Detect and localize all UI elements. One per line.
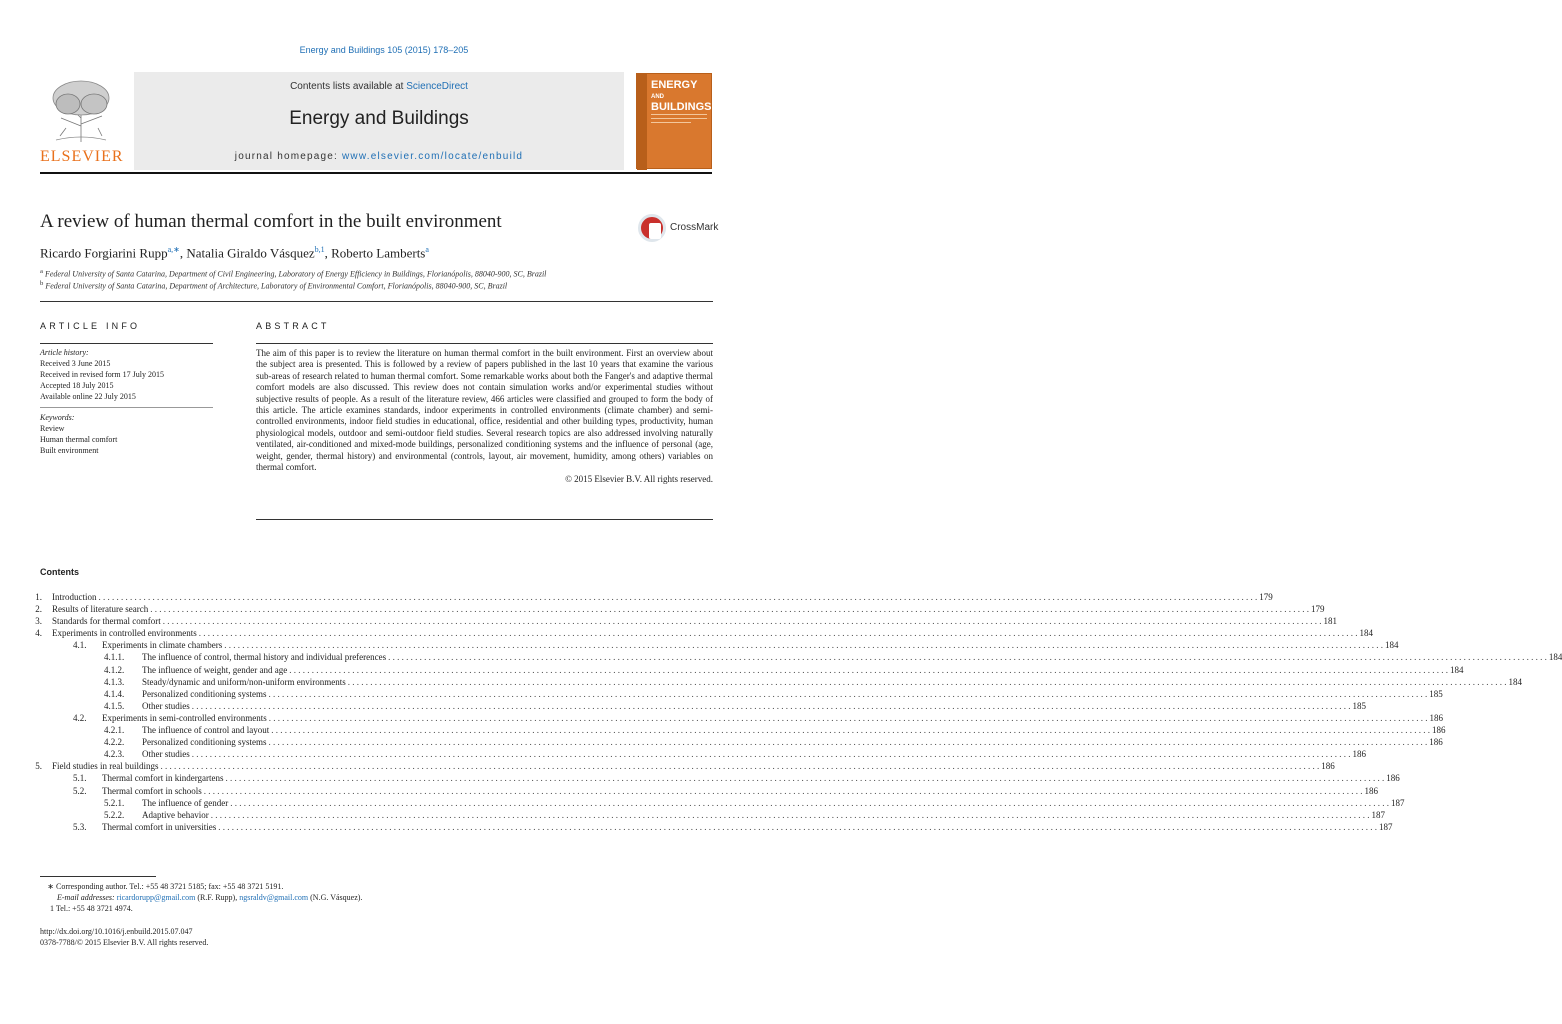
- toc-page-number[interactable]: 184: [1449, 664, 1464, 675]
- footnote-1: 1 Tel.: +55 48 3721 4974.: [50, 904, 133, 913]
- toc-leader-dots: [204, 785, 1363, 797]
- crossmark-badge[interactable]: [638, 214, 728, 244]
- toc-entry[interactable]: [40, 736, 1443, 748]
- table-of-contents: [35, 591, 1562, 833]
- toc-leader-dots: [163, 615, 1322, 627]
- affiliation: $^b$ Federal University of Santa Catarina, Department of Architecture, Laboratory of Environmental Comfort, Florianópolis, 88040-900, SC, Brazil: [40, 280, 508, 291]
- sciencedirect-link[interactable]: ScienceDirect: [406, 81, 468, 92]
- history-label: Article history:: [40, 348, 89, 357]
- toc-page-number[interactable]: 186: [1364, 785, 1378, 796]
- toc-title[interactable]: Results of literature search: [52, 604, 149, 615]
- toc-entry[interactable]: [40, 724, 1446, 736]
- toc-leader-dots: [99, 591, 1258, 603]
- toc-title[interactable]: Experiments in controlled environments: [52, 628, 197, 639]
- divider: [256, 519, 713, 520]
- author-list: Ricardo Forgiarini Rupp$^{a,∗}$, Natalia Giraldo Vásquez$^{b,1}$, Roberto Lamberts$^a$: [40, 245, 429, 261]
- toc-page-number[interactable]: 184: [1548, 652, 1562, 663]
- toc-page-number[interactable]: 181: [1323, 616, 1337, 627]
- toc-entry[interactable]: [35, 603, 1325, 615]
- abstract-heading: ABSTRACT: [256, 321, 330, 331]
- toc-number: 4.1.3.: [104, 676, 125, 687]
- toc-leader-dots: [268, 688, 1427, 700]
- toc-number: 5.2.2.: [104, 809, 125, 820]
- author-affil-mark[interactable]: a: [425, 245, 429, 254]
- toc-title[interactable]: Steady/dynamic and uniform/non-uniform environments: [142, 676, 346, 687]
- toc-number: 2.: [35, 604, 42, 615]
- toc-number: 5.2.1.: [104, 797, 125, 808]
- crossmark-label: CrossMark: [670, 222, 719, 233]
- toc-entry[interactable]: [40, 821, 1393, 833]
- toc-number: 5.2.: [73, 785, 87, 796]
- toc-title[interactable]: Field studies in real buildings: [52, 761, 159, 772]
- toc-title[interactable]: Thermal comfort in universities: [102, 821, 217, 832]
- toc-number: 4.1.4.: [104, 688, 125, 699]
- toc-title[interactable]: Other studies: [142, 700, 190, 711]
- toc-leader-dots: [150, 603, 1309, 615]
- keyword: Human thermal comfort: [40, 435, 118, 444]
- toc-leader-dots: [192, 700, 1351, 712]
- history-item: Accepted 18 July 2015: [40, 381, 114, 390]
- toc-number: 1.: [35, 592, 42, 602]
- toc-title[interactable]: Personalized conditioning systems: [142, 737, 267, 748]
- toc-leader-dots: [289, 664, 1448, 676]
- toc-title[interactable]: The influence of control and layout: [142, 725, 270, 736]
- toc-page-number[interactable]: 185: [1352, 700, 1366, 711]
- toc-title[interactable]: Personalized conditioning systems: [142, 688, 267, 699]
- toc-entry[interactable]: [40, 748, 1366, 760]
- article-info-heading: ARTICLE INFO: [40, 321, 141, 331]
- issn-copyright: 0378-7788/© 2015 Elsevier B.V. All rights reserved.: [40, 938, 209, 947]
- toc-entry[interactable]: [35, 627, 1373, 639]
- toc-page-number[interactable]: 187: [1378, 821, 1393, 832]
- affiliation: $^a$ Federal University of Santa Catarina, Department of Civil Engineering, Laboratory of Energy Efficiency in Buildings, Florianópolis, 88040-900, SC, Brazil: [40, 268, 547, 279]
- toc-number: 4.1.1.: [104, 652, 125, 663]
- divider: [256, 343, 713, 344]
- toc-number: 4.2.: [73, 712, 87, 723]
- toc-title[interactable]: Thermal comfort in kindergartens: [102, 773, 224, 784]
- toc-entry[interactable]: [40, 700, 1366, 712]
- toc-leader-dots: [271, 724, 1430, 736]
- toc-number: 5.3.: [73, 821, 87, 832]
- toc-title[interactable]: Other studies: [142, 749, 190, 760]
- elsevier-logo: [40, 78, 122, 166]
- toc-title[interactable]: Experiments in climate chambers: [102, 640, 223, 651]
- history-item: Received 3 June 2015: [40, 359, 111, 368]
- email-footnote: E-mail addresses: ricardorupp@gmail.com (R.F. Rupp), ngsraldv@gmail.com (N.G. Vásquez).: [57, 893, 363, 902]
- contents-available: [134, 81, 624, 92]
- author-name[interactable]: Ricardo Forgiarini Rupp: [40, 245, 168, 261]
- toc-entry[interactable]: [40, 639, 1399, 651]
- toc-page-number[interactable]: 186: [1429, 737, 1443, 748]
- toc-entry[interactable]: [40, 712, 1443, 724]
- toc-page-number[interactable]: 184: [1384, 640, 1399, 651]
- toc-leader-dots: [226, 772, 1385, 784]
- header-rule: [40, 172, 712, 174]
- toc-entry[interactable]: [35, 760, 1335, 772]
- crossmark-icon: [638, 214, 666, 242]
- toc-entry[interactable]: [40, 797, 1405, 809]
- cover-line: [651, 118, 707, 119]
- journal-homepage: [134, 151, 624, 162]
- author-affil-mark[interactable]: a,∗: [167, 245, 180, 254]
- toc-page-number[interactable]: 185: [1429, 688, 1443, 699]
- contents-available-text: Contents lists available at: [290, 81, 407, 92]
- cover-strip: [637, 74, 647, 170]
- toc-title[interactable]: Experiments in semi-controlled environments: [102, 712, 267, 723]
- abstract-text: The aim of this paper is to review the literature on human thermal comfort in the built environment. First an overview about the subject area is presented. This is followed by a review of papers published in the last 10 years that examine the various sub-areas of research related to human thermal comfort. Some remarkable works about both the Fanger's and adaptive thermal comfort models are also discussed. This review does not contain simulation works and/or experimental studies without subjective results of people. As a result of the literature review, 466 articles were classified and grouped to form the body of this article. The article examines standards, indoor experiments in controlled environments (climate chamber) and semi-controlled environments, indoor field studies in educational, office, residential and other building types, productivity, human physiological models, outdoor and semi-outdoor field studies. Several research topics are also addressed involving naturally ventilated, air-conditioned and mixed-mode buildings, personalized conditioning systems and the influence of personal (age, weight, gender, thermal history) and environmental (controls, layout, air movement, humidity, among others) variables on thermal comfort.: [256, 348, 713, 473]
- article-info: [40, 347, 213, 456]
- toc-title[interactable]: Standards for thermal comfort: [52, 616, 161, 627]
- toc-entry[interactable]: [35, 591, 1273, 603]
- toc-entry[interactable]: [40, 772, 1400, 784]
- keyword: Review: [40, 424, 65, 433]
- toc-number: 5.1.: [73, 773, 87, 784]
- author-affil-mark[interactable]: b,1: [314, 245, 325, 254]
- toc-leader-dots: [388, 651, 1547, 663]
- toc-page-number[interactable]: 186: [1352, 749, 1366, 760]
- toc-title[interactable]: The influence of control, thermal history and individual preferences: [142, 652, 387, 663]
- toc-leader-dots: [161, 760, 1320, 772]
- contents-heading: Contents: [40, 567, 79, 577]
- toc-title[interactable]: The influence of weight, gender and age: [142, 664, 288, 675]
- homepage-link[interactable]: www.elsevier.com/locate/enbuild: [342, 151, 524, 162]
- toc-leader-dots: [224, 639, 1383, 651]
- toc-leader-dots: [199, 627, 1358, 639]
- article-title: A review of human thermal comfort in the built environment: [40, 211, 502, 232]
- footnote-rule: [40, 876, 156, 877]
- author-name[interactable]: Natalia Giraldo Vásquez: [186, 245, 315, 261]
- toc-title[interactable]: Thermal comfort in schools: [102, 785, 202, 796]
- elsevier-tree-icon: [46, 78, 116, 144]
- toc-page-number[interactable]: 179: [1310, 604, 1325, 615]
- toc-number: 4.1.: [73, 640, 87, 651]
- corresponding-footnote: ∗ Corresponding author. Tel.: +55 48 3721 5185; fax: +55 48 3721 5191.: [47, 882, 284, 891]
- toc-leader-dots: [348, 676, 1507, 688]
- history-item: Received in revised form 17 July 2015: [40, 370, 164, 379]
- toc-leader-dots: [192, 748, 1351, 760]
- toc-entry[interactable]: [40, 688, 1443, 700]
- abstract-copyright: © 2015 Elsevier B.V. All rights reserved.: [565, 474, 713, 485]
- toc-title[interactable]: Introduction: [52, 592, 97, 602]
- toc-number: 4.1.2.: [104, 664, 125, 675]
- toc-entry[interactable]: [40, 664, 1464, 676]
- toc-page-number[interactable]: 179: [1259, 592, 1273, 602]
- email-link[interactable]: ngsraldv@gmail.com: [239, 893, 309, 902]
- homepage-label: journal homepage:: [234, 151, 343, 162]
- cover-title: ENERGY AND BUILDINGS: [651, 79, 712, 113]
- journal-cover-image[interactable]: [636, 73, 712, 169]
- toc-leader-dots: [269, 712, 1428, 724]
- toc-leader-dots: [218, 821, 1377, 833]
- toc-number: 5.: [35, 761, 42, 772]
- toc-number: 4.: [35, 628, 42, 639]
- toc-entry[interactable]: [35, 615, 1337, 627]
- toc-page-number[interactable]: 184: [1508, 676, 1522, 687]
- email-link[interactable]: ricardorupp@gmail.com: [116, 893, 196, 902]
- toc-leader-dots: [211, 809, 1370, 821]
- doi-link[interactable]: http://dx.doi.org/10.1016/j.enbuild.2015.07.047: [40, 927, 193, 936]
- toc-entry[interactable]: [40, 651, 1562, 663]
- toc-number: 4.2.1.: [104, 725, 125, 736]
- toc-entry[interactable]: [40, 676, 1522, 688]
- publisher-name: ELSEVIER: [40, 148, 124, 165]
- cover-line: [651, 122, 691, 123]
- toc-number: 4.2.2.: [104, 737, 125, 748]
- toc-number: 4.1.5.: [104, 700, 125, 711]
- journal-reference-link[interactable]: Energy and Buildings 105 (2015) 178–205: [299, 45, 469, 55]
- toc-page-number[interactable]: 186: [1321, 761, 1335, 772]
- toc-page-number[interactable]: 187: [1371, 809, 1385, 820]
- toc-title[interactable]: The influence of gender: [142, 797, 229, 808]
- toc-number: 3.: [35, 616, 42, 627]
- toc-leader-dots: [230, 797, 1389, 809]
- cover-line: [651, 114, 707, 115]
- toc-page-number[interactable]: 186: [1429, 712, 1443, 723]
- toc-title[interactable]: Adaptive behavior: [142, 809, 209, 820]
- toc-entry[interactable]: [40, 809, 1385, 821]
- toc-page-number[interactable]: 186: [1431, 725, 1446, 736]
- abstract: [256, 348, 713, 486]
- toc-entry[interactable]: [40, 785, 1378, 797]
- divider: [40, 301, 713, 302]
- keywords-label: Keywords:: [40, 413, 75, 422]
- divider: [40, 343, 213, 344]
- history-item: Available online 22 July 2015: [40, 392, 136, 401]
- author-name[interactable]: Roberto Lamberts: [331, 245, 426, 261]
- toc-page-number[interactable]: 187: [1390, 797, 1405, 808]
- keyword: Built environment: [40, 446, 99, 455]
- toc-number: 4.2.3.: [104, 749, 125, 760]
- toc-leader-dots: [268, 736, 1427, 748]
- toc-page-number[interactable]: 186: [1386, 773, 1400, 784]
- toc-page-number[interactable]: 184: [1359, 628, 1373, 639]
- journal-title: Energy and Buildings: [289, 108, 469, 129]
